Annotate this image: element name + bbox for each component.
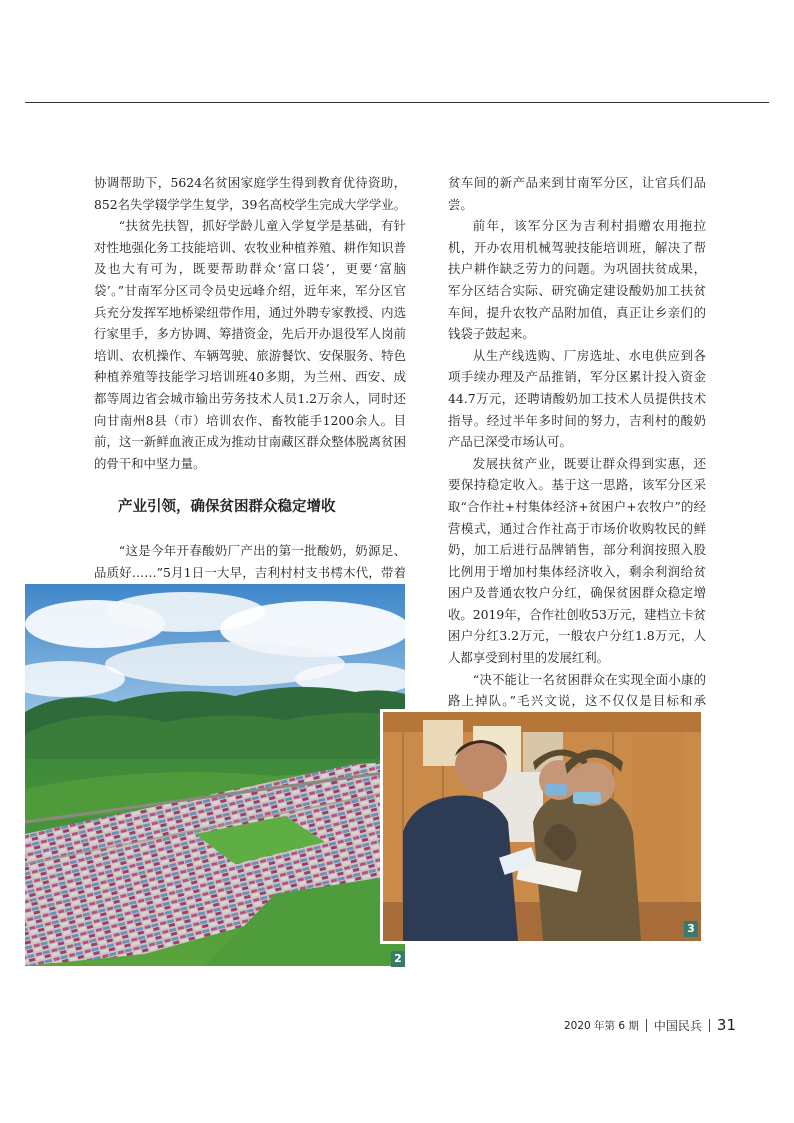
photo-aerial-village (25, 584, 405, 966)
footer-divider (646, 1019, 647, 1032)
officers-visit-image (383, 712, 701, 941)
magazine-title: 中国民兵 (653, 1018, 702, 1033)
paragraph: “扶贫先扶智，抓好学龄儿童入学复学是基础，有针对性地强化务工技能培训、农牧业种植养殖、耕作知识普及也大有可为，既要帮助群众‘富口袋’，更要‘富脑袋’。”甘南军分区司令员史远峰介绍，近年来，军分区官兵充分发挥军地桥梁纽带作用，通过外聘专家教授、内选行家里手，多方协调、筹措资金，先后开办退役军人岗前培训、农机操作、车辆驾驶、旅游餐饮、安保服务、特色种植养殖等技能学习培训班40多期，为兰州、西安、成都等周边省会城市输出劳务技术人员1.2万余人，同时还向甘南州8县（市）培训农作、畜牧能手1200余人。目前，这一新鲜血液正成为推动甘南藏区群众整体脱离贫困的骨干和中坚力量。 (94, 218, 406, 471)
header-rule (25, 102, 769, 103)
aerial-village-image (25, 584, 405, 966)
paragraph: 前年，该军分区为吉利村捐赠农用拖拉机，开办农用机械驾驶技能培训班，解决了帮扶户耕作缺乏劳力的问题。为巩固扶贫成果，军分区结合实际、研究确定建设酸奶加工扶贫车间，提升农牧产品附加值，真正让乡亲们的钱袋子鼓起来。 (448, 218, 706, 342)
footer-divider (709, 1019, 710, 1032)
paragraph: 从生产线选购、厂房选址、水电供应到各项手续办理及产品推销，军分区累计投入资金44.7万元，还聘请酸奶加工技术人员提供技术指导。经过半年多时间的努力，吉利村的酸奶产品已深受市场认可。 (448, 347, 706, 450)
paragraph: 贫车间的新产品来到甘南军分区，让官兵们品尝。 (448, 175, 706, 212)
page-footer (564, 1015, 736, 1035)
paragraph: 发展扶贫产业，既要让群众得到实惠，还要保持稳定收入。基于这一思路，该军分区采取“合作社+村集体经济+贫困户+农牧户”的经营模式，通过合作社高于市场价收购牧民的鲜奶，加工后进行品牌销售，部分利润按照入股比例用于增加村集体经济收入，剩余利润给贫困户及普通农牧户分红，确保贫困群众稳定增收。2019年，合作社创收53万元，建档立卡贫困户分红3.2万元，一般农户分红1.8万元，人人都享受到村里的发展红利。 (448, 455, 706, 666)
section-heading: 产业引领，确保贫困群众稳定增收 (118, 499, 336, 516)
paragraph: 协调帮助下，5624名贫困家庭学生得到教育优待资助，852名失学辍学学生复学，39名高校学生完成大学学业。 (94, 175, 407, 212)
photo-officers-visit (380, 709, 704, 944)
photo-number-2: 2 (391, 951, 405, 967)
page-number: 31 (716, 1016, 736, 1034)
paragraph: “这是今年开春酸奶厂产出的第一批酸奶，奶源足、品质好……”5月1日一大早，吉利村村支书樗木代，带着 (94, 543, 406, 580)
article-column-left (94, 172, 406, 605)
photo-number-3: 3 (684, 921, 698, 937)
issue-label: 2020 年第 6 期 (563, 1019, 639, 1032)
closing-text: “决不能让一名贫困群众在实现全面小康的路上掉队。”毛兴文说，这不仅仅是目标和承 (448, 671, 706, 709)
article-column-right (448, 172, 706, 733)
